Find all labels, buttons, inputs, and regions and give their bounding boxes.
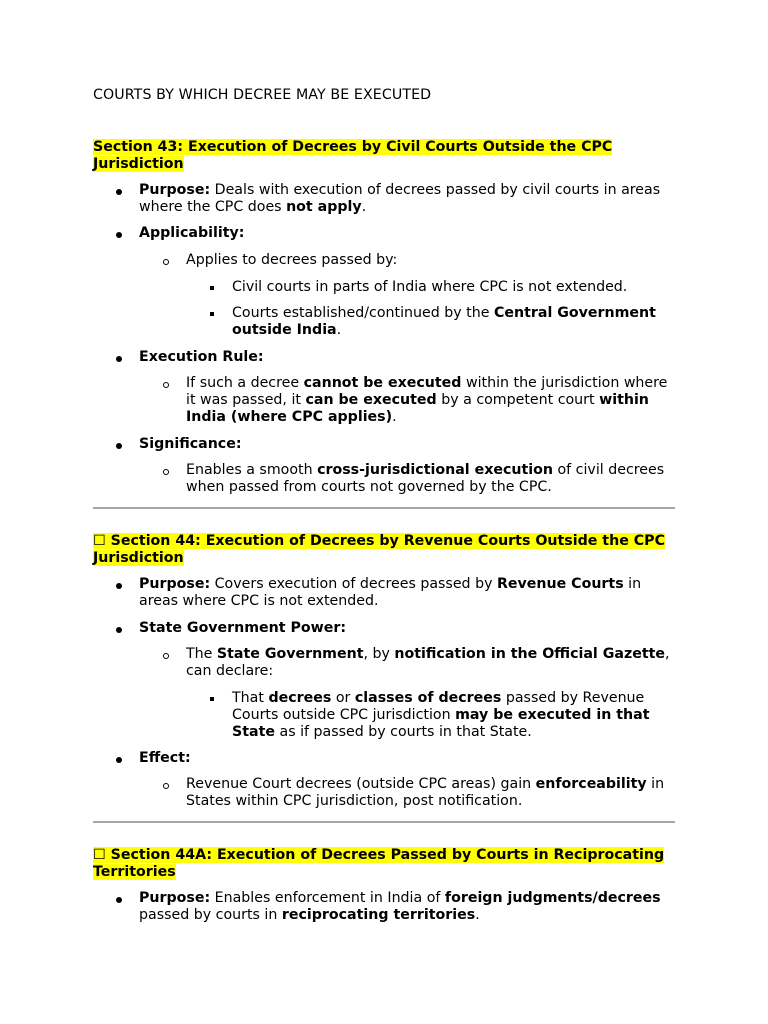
s44-effect-2: States within CPC jurisdiction, post notification. (186, 793, 523, 809)
s43-exec-label: Execution Rule: (139, 349, 264, 365)
s44a-purpose-2c: . (475, 907, 480, 923)
s44-state-item (139, 620, 679, 637)
s43-exec-1b: cannot be executed (303, 375, 462, 391)
s44-effect-item (139, 750, 679, 767)
s44-purpose-1c: in (623, 576, 642, 592)
s44a-purpose-2a: passed by courts in (139, 907, 282, 923)
s44-state-2: can declare: (186, 663, 274, 679)
section-43-heading-line2: Jurisdiction (93, 156, 184, 172)
bullet-square (210, 697, 214, 701)
s43-exec-2a: it was passed, it (186, 392, 306, 408)
s44-purpose-label: Purpose: (139, 576, 211, 592)
s43-exec-2c: by a competent court (436, 392, 600, 408)
s44-effect-1b: enforceability (535, 776, 647, 792)
document-title: COURTS BY WHICH DECREE MAY BE EXECUTED (93, 87, 432, 103)
section-44a-heading-line1: ☐ Section 44A: Execution of Decrees Passed by Courts in Reciprocating (93, 847, 665, 863)
bullet-dot (116, 583, 122, 589)
s44-that-1a: That (232, 690, 269, 706)
s44-state-1b: State Government (216, 646, 364, 662)
s44-purpose-1a: Covers execution of decrees passed by (210, 576, 497, 592)
s44a-purpose-1b: foreign judgments/decrees (444, 890, 661, 906)
s44a-purpose-2b: reciprocating territories (281, 907, 476, 923)
s43-sig-1c: of civil decrees (552, 462, 665, 478)
s43-courts-bold-2: outside India (232, 322, 337, 338)
s43-purpose-item (139, 182, 679, 216)
s43-courts-text: Courts established/continued by the (232, 305, 494, 321)
s43-exec-item (139, 349, 679, 366)
s44-that-2a: Courts outside CPC jurisdiction (232, 707, 456, 723)
s44-state-1a: The (186, 646, 217, 662)
s44-purpose-2: areas where CPC is not extended. (139, 593, 379, 609)
s44-effect-1c: in (646, 776, 665, 792)
s43-exec-2b: can be executed (305, 392, 437, 408)
s44-effect-label: Effect: (139, 750, 191, 766)
bullet-circle (163, 783, 169, 789)
s44a-purpose-item (139, 890, 679, 924)
bullet-square (210, 286, 214, 290)
s43-exec-3b: . (392, 409, 397, 425)
bullet-circle (163, 259, 169, 265)
s44-that-1b: decrees (268, 690, 332, 706)
s43-courts-item (232, 305, 672, 339)
bullet-circle (163, 469, 169, 475)
section-44-heading-line1: ☐ Section 44: Execution of Decrees by Revenue Courts Outside the CPC (93, 533, 665, 549)
bullet-dot (116, 757, 122, 763)
s44-that-1c: or (331, 690, 355, 706)
section-44-heading-line2: Jurisdiction (93, 550, 184, 566)
s43-purpose-label: Purpose: (139, 182, 211, 198)
s44-that-2b: may be executed in that (455, 707, 650, 723)
s43-sig-1a: Enables a smooth (186, 462, 318, 478)
s43-purpose-text-2: where the CPC does (139, 199, 287, 215)
section-divider (93, 821, 675, 823)
bullet-circle (163, 382, 169, 388)
s44-effect-1a: Revenue Court decrees (outside CPC areas) gain (186, 776, 536, 792)
bullet-dot (116, 189, 122, 195)
bullet-dot (116, 356, 122, 362)
bullet-circle (163, 653, 169, 659)
section-44a-heading-line2: Territories (93, 864, 176, 880)
s43-exec-1a: If such a decree (186, 375, 304, 391)
s44-state-text (186, 646, 676, 680)
section-divider (93, 507, 675, 509)
s44-state-1d: notification in the Official Gazette (394, 646, 666, 662)
s43-exec-1c: within the jurisdiction where (461, 375, 668, 391)
bullet-dot (116, 627, 122, 633)
section-43-heading-line1: Section 43: Execution of Decrees by Civil Courts Outside the CPC (93, 139, 613, 155)
bullet-square (210, 312, 214, 316)
bullet-dot (116, 232, 122, 238)
s43-exec-rule (186, 375, 676, 426)
s43-sig-2: when passed from courts not governed by the CPC. (186, 479, 552, 495)
s43-courts-end: . (336, 322, 342, 338)
s43-purpose-text-1: Deals with execution of decrees passed by civil courts in areas (210, 182, 661, 198)
bullet-dot (116, 897, 122, 903)
s44a-purpose-label: Purpose: (139, 890, 211, 906)
s43-purpose-end: . (361, 199, 367, 215)
s44-state-1c: , by (363, 646, 395, 662)
section-44-heading (93, 533, 693, 567)
s43-purpose-bold: not apply (286, 199, 362, 215)
s43-exec-3a: India (where CPC applies) (186, 409, 393, 425)
s44-that-text (232, 690, 672, 741)
s44-effect-text (186, 776, 676, 810)
section-43-heading (93, 139, 693, 173)
s43-applies-item: Applies to decrees passed by: (186, 252, 398, 268)
s44-that-1d: classes of decrees (354, 690, 502, 706)
s43-applicability-item (139, 225, 679, 242)
bullet-dot (116, 443, 122, 449)
s43-exec-2d: within (599, 392, 649, 408)
s44-state-label: State Government Power: (139, 620, 347, 636)
s43-sig-text (186, 462, 676, 496)
s43-civil-item: Civil courts in parts of India where CPC is not extended. (232, 279, 628, 295)
s44a-purpose-1a: Enables enforcement in India of (210, 890, 445, 906)
s43-sig-label: Significance: (139, 436, 242, 452)
s44-state-1e: , (665, 646, 670, 662)
s43-sig-1b: cross-jurisdictional execution (317, 462, 553, 478)
s44-that-3b: as if passed by courts in that State. (274, 724, 532, 740)
section-44a-heading (93, 847, 693, 881)
s44-that-3a: State (232, 724, 275, 740)
s44-purpose-1b: Revenue Courts (496, 576, 624, 592)
s43-applicability-label: Applicability: (139, 225, 245, 241)
s43-sig-item (139, 436, 679, 453)
s44-that-1e: passed by Revenue (501, 690, 645, 706)
s43-courts-bold-1: Central Government (493, 305, 656, 321)
s44-purpose-item (139, 576, 679, 610)
